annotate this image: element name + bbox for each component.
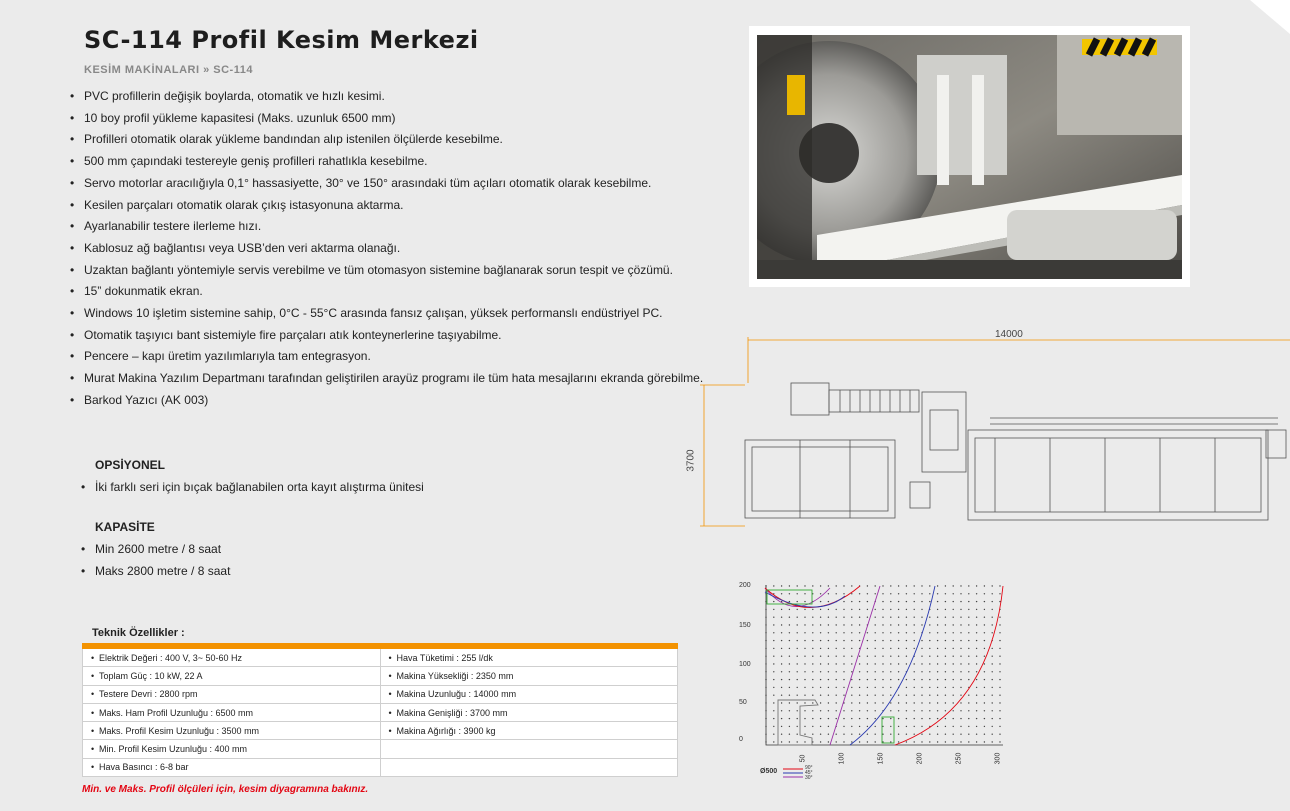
spec-cell: Makina Ağırlığı : 3900 kg (396, 725, 496, 736)
table-row: • Maks. Ham Profil Uzunluğu : 6500 mm • Makina Genişliği : 3700 mm (83, 703, 678, 721)
x-tick: 200 (916, 752, 924, 765)
curve-90-side (895, 586, 1003, 745)
feature-item: • Barkod Yazıcı (AK 003) (70, 390, 710, 412)
diagram-grid (765, 585, 1003, 745)
machine-photo (749, 26, 1190, 287)
capacity-title: KAPASİTE (95, 520, 155, 534)
page-title: SC-114 Profil Kesim Merkezi (84, 26, 479, 54)
spec-cell: Maks. Profil Kesim Uzunluğu : 3500 mm (99, 725, 260, 736)
optional-list (81, 476, 424, 498)
feature-item: • Servo motorlar aracılığıyla 0,1° hassasiyette, 30° ve 150° arasındaki tüm açıları otomatik olarak kesebilme. (70, 173, 710, 195)
table-row: • Testere Devri : 2800 rpm • Makina Uzunluğu : 14000 mm (83, 685, 678, 703)
spec-cell: Maks. Ham Profil Uzunluğu : 6500 mm (99, 707, 254, 718)
table-row: • Hava Basıncı : 6-8 bar (83, 758, 678, 776)
curve-45-side (850, 586, 935, 745)
breadcrumb[interactable]: KESİM MAKİNALARI » SC-114 (84, 64, 253, 76)
capacity-list (81, 538, 230, 582)
x-tick: 150 (877, 752, 885, 765)
curve-90-top (765, 586, 860, 608)
capacity-item: • Maks 2800 metre / 8 saat (81, 560, 230, 582)
spec-cell: Testere Devri : 2800 rpm (99, 689, 198, 700)
spec-cell: Min. Profil Kesim Uzunluğu : 400 mm (99, 744, 248, 755)
x-tick: 100 (838, 752, 846, 765)
angle-label: 45° (805, 770, 813, 776)
tech-specs-table (82, 643, 678, 777)
x-tick: 50 (799, 754, 807, 763)
width-dimension: 3700 (685, 449, 697, 472)
machine-photo-illustration (757, 35, 1182, 279)
min-profile-box (767, 590, 812, 604)
y-tick: 0 (739, 736, 743, 743)
feature-item: • 500 mm çapındaki testereyle geniş profilleri rahatlıkla kesebilme. (70, 151, 710, 173)
feature-item: • Kablosuz ağ bağlantısı veya USB’den veri aktarma olanağı. (70, 238, 710, 260)
feature-item: • Kesilen parçaları otomatik olarak çıkış istasyonuna aktarma. (70, 195, 710, 217)
spec-cell: Elektrik Değeri : 400 V, 3~ 50-60 Hz (99, 652, 242, 663)
page-corner-fold (1250, 0, 1290, 34)
spec-cell: Makina Genişliği : 3700 mm (396, 707, 508, 718)
feature-list (70, 86, 710, 412)
curve-30 (765, 588, 830, 607)
feature-item: • PVC profillerin değişik boylarda, otomatik ve hızlı kesimi. (70, 86, 710, 108)
curve-30-side (830, 586, 880, 745)
x-tick: 250 (955, 752, 963, 765)
x-tick: 300 (994, 752, 1002, 765)
optional-item: • İki farklı seri için bıçak bağlanabilen orta kayıt alıştırma ünitesi (81, 476, 424, 498)
tech-specs-title: Teknik Özellikler : (92, 627, 185, 639)
diagram-note: Min. ve Maks. Profil ölçüleri için, kesim diyagramına bakınız. (82, 784, 369, 795)
y-tick: 50 (739, 699, 747, 706)
feature-item: • Windows 10 işletim sistemine sahip, 0°C - 55°C arasında fansız çalışan, yüksek performanslı endüstriyel PC. (70, 303, 710, 325)
spec-cell: Toplam Güç : 10 kW, 22 A (99, 670, 203, 681)
feature-item: • Uzaktan bağlantı yöntemiyle servis verebilme ve tüm otomasyon sistemine bağlanarak sorun tespit ve çözümü. (70, 260, 710, 282)
profile-box (882, 717, 894, 743)
table-row: • Toplam Güç : 10 kW, 22 A • Makina Yüksekliği : 2350 mm (83, 667, 678, 685)
optional-title: OPSİYONEL (95, 458, 166, 472)
y-tick: 100 (739, 661, 751, 668)
y-tick: 150 (739, 622, 751, 629)
feature-item: • Otomatik taşıyıcı bant sistemiyle fire parçaları atık konteynerlerine taşıyabilme. (70, 325, 710, 347)
feature-item: • Ayarlanabilir testere ilerleme hızı. (70, 216, 710, 238)
table-row: • Maks. Profil Kesim Uzunluğu : 3500 mm • Makina Ağırlığı : 3900 kg (83, 722, 678, 740)
spec-cell: Hava Tüketimi : 255 l/dk (396, 652, 493, 663)
capacity-item: • Min 2600 metre / 8 saat (81, 538, 230, 560)
feature-item: • 15” dokunmatik ekran. (70, 281, 710, 303)
table-row: • Min. Profil Kesim Uzunluğu : 400 mm (83, 740, 678, 758)
length-dimension: 14000 (995, 329, 1023, 340)
feature-item: • 10 boy profil yükleme kapasitesi (Maks. uzunluk 6500 mm) (70, 108, 710, 130)
feature-item: • Murat Makina Yazılım Departmanı tarafından geliştirilen arayüz programı ile tüm hata mesajlarını ekranda görebilme. (70, 368, 710, 390)
feature-item: • Pencere – kapı üretim yazılımlarıyla tam entegrasyon. (70, 346, 710, 368)
spec-cell: Hava Basıncı : 6-8 bar (99, 762, 189, 773)
angle-label: 90° (805, 765, 813, 771)
y-tick: 200 (739, 582, 751, 589)
curve-45-top (765, 592, 845, 607)
spec-cell: Makina Yüksekliği : 2350 mm (396, 670, 514, 681)
profile-section (778, 700, 818, 745)
angle-label: 30° (805, 775, 813, 781)
spec-cell: Makina Uzunluğu : 14000 mm (396, 689, 517, 700)
table-row: • Elektrik Değeri : 400 V, 3~ 50-60 Hz • Hava Tüketimi : 255 l/dk (83, 646, 678, 667)
feature-item: • Profilleri otomatik olarak yükleme bandından alıp istenilen ölçülerde kesebilme. (70, 129, 710, 151)
blade-diameter-label: Ø500 (760, 768, 778, 775)
